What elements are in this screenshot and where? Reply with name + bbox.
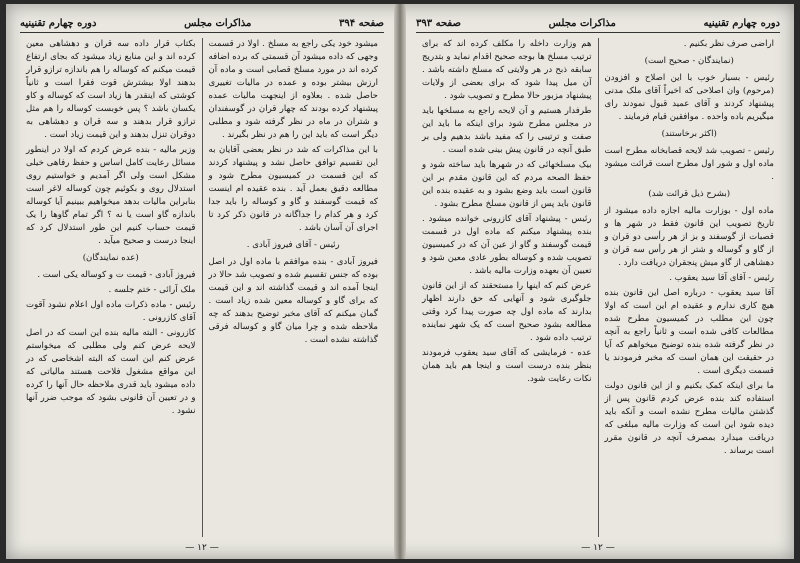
paragraph: وزیر مالیه - بنده عرض کردم که اولا در اینطور مسائل رعایت کامل اساس و حفظ رفاهی خیلی مشکل است ولی اگر آمدیم و خواستیم روی استدلال روی و بکوئیم چون کوساله لاغر است بنابراین مالیات بدهد میخواهیم ببینیم آیا کوساله باندازه گاو است یا نه ؟ اگر تمام گاوها را یک قیمت حساب کنیم این طور استدلال کرد که اینجا درست و صحیح میآید . bbox=[26, 145, 196, 246]
paragraph: آقا سید یعقوب - درباره اصل این قانون بنده هیچ کاری ندارم و عقیده ام این است که اولا چون این مطلب در کمیسیون مطرح شده مطالعات کافی شده است و ثانیاً راجع به آنچه در نظر گرفته شده بنده توضیح میخواهم که آیا در حقیقت این همان است که مخبر فرمودند یا قسمت دیگری است . bbox=[604, 288, 774, 376]
speaker-line: رئیس - آقای آقا سید یعقوب . bbox=[669, 273, 774, 283]
paragraph: بکتاب قرار داده سه قران و دهشاهی معین کرده اند و این منابع زیاد میشود که بجای ارتفاع قیمت میکنم که کوساله را هم باندازه ترازو قرار بدهند اولا بیشترش قوت فقرا است و ثانیاً کوشتی که اینقدر ها زیاد است که کوساله و کاو یکسان باشد ؟ پس خوبست کوساله را هم مثل ترازو قرار بدهند و سه قران و دهشاهی به دوقران تنزل بدهند و این قیمت زیاد است . bbox=[26, 39, 196, 140]
page-394 bbox=[6, 4, 398, 559]
paragraph: میشود خود یکی راجع به مسلخ . اولا در قسمت وجهی که داده میشود آن قسمتی که برده اضافه کرده اند در مورد مسلخ قصابی است و ماده آن ارزش بیشتر بوده و عمده در مالیات تغییری حاصل شده . بعلاوه از اینجهت مالیات عمده پیشنهاد کرده بودند که چهار قران در گوسفندان و شتران در ماه در نظر گرفته شود و مطلبی دیگر است که باید این را هم در نظر بگیرند . bbox=[208, 39, 378, 140]
text-columns bbox=[20, 38, 384, 537]
text-columns bbox=[416, 38, 780, 537]
column-right bbox=[203, 38, 385, 537]
parenthetical-note: (اکثر برخاستند) bbox=[661, 129, 717, 139]
parenthetical-note: (بشرح ذیل قرائت شد) bbox=[648, 189, 731, 199]
paragraph: عده - فرمایشی که آقای سید یعقوب فرمودند بنظر بنده درست است و اینجا هم باید همان نکات رعایت شود. bbox=[422, 348, 592, 384]
paragraph: کازرونی - البته مالیه بنده این است که در اصل لایحه عرض کنم ولی مطلبی که میخواستم عرض کنم این است که البته اشخاصی که در این مواقع مشغول فلاحت هستند مالیاتی که داده میشود باید قدری ملاحظه حال آنها را کرده و در تعیین آن قانونی بشود که موجب ضرر آنها نشود . bbox=[26, 328, 196, 416]
page-number: صفحه ۳۹۴ bbox=[339, 17, 384, 29]
paragraph: طرفدار هستیم و آن لایحه راجع به مسلخها باید در مجلس مطرح شود برای اینکه ما باید این صفت و ترتیبی را که مفید باشد بدهیم ولی بر طبق آنچه در قانون پیش بینی شده است . bbox=[422, 106, 592, 155]
parenthetical-note: (عده نمایندگان) bbox=[82, 253, 139, 263]
paragraph: اراضی صرف نظر بکنیم . bbox=[683, 39, 774, 49]
column-right bbox=[599, 38, 781, 537]
paragraph: ماده اول - بوزارت مالیه اجازه داده میشود از تاریخ تصویب این قانون فقط در شهر ها و قصبات از گوسفند و بز از هر رأسی دو قران و از گاو و گوساله و شتر از هر رأس سه قران و دهشاهی از گاو میش پنجقران دریافت دارد . bbox=[604, 206, 774, 268]
paragraph: ما برای اینکه کمک بکنیم و از این قانون دولت استفاده کند بنده عرض کردم قانون پس از گذشتن مالیات مطرح نشده است و آنکه باید دیده شود این است که وزارت مالیه مبلغی که دریافت میدارد بمصرف آنچه در قانون مقرر است برساند . bbox=[604, 381, 774, 456]
page-header bbox=[416, 16, 780, 33]
page-footer: — ۱۲ — bbox=[185, 543, 219, 553]
paragraph: عرض کنم که اینها را مستحقند که از این قانون جلوگیری شود و آنهایی که حق دارند اظهار بدارند که ماده اول چه صورت پیدا کرد وقتی مطالعه بشود صحیح است که یک شهر نماینده ترتیب داده شود . bbox=[422, 281, 592, 343]
page-number: صفحه ۳۹۳ bbox=[416, 17, 461, 29]
column-left bbox=[20, 38, 203, 537]
page-footer: — ۱۲ — bbox=[581, 543, 615, 553]
paragraph: رئیس - تصویب شد لایحه قصابخانه مطرح است ماده اول و شور اول مطرح است قرائت میشود . bbox=[604, 146, 774, 182]
page-title: مذاکرات مجلس bbox=[548, 17, 616, 29]
paragraph: ملک آرائی - ختم جلسه . bbox=[108, 285, 196, 295]
page-393 bbox=[402, 4, 794, 559]
paragraph: رئیس - ماده ذکرات ماده اول اعلام نشود آقوت آقای کازرونی . bbox=[26, 300, 196, 323]
paragraph: فیروز آبادی - بنده موافقم با ماده اول در اصل بوده که جنس تقسیم شده و تصویب شد حالا در اینجا آمده اند و قیمت گذاشته اند و این قیمت که برای گاو و کوساله معین شده زیاد است . گمان میکنم که آقای مخبر توضیح بدهند که چه ملاحظه شده و چرا میان گاو و کوساله فرقی گذاشته نشده است . bbox=[208, 257, 378, 345]
session-label: دوره چهارم تقنينيه bbox=[703, 17, 780, 29]
paragraph: با این مذاکرات که شد در نظر بعضی آقایان به این تقسیم توافق حاصل نشد و پیشنهاد کردند که این قسمت در کمیسیون مطرح شود و مطالعه دقیق بعمل آید . بنده عقیده ام اینست که قیمت گوسفند و گاو و کوساله را باید جدا کرد و هر کدام را جداگانه در قانون ذکر کرد تا اجرای آن آسان باشد . bbox=[208, 145, 378, 233]
column-left bbox=[416, 38, 599, 537]
speaker-line: رئیس - آقای فیروز آبادی . bbox=[246, 240, 340, 250]
paragraph: رئیس - بسیار خوب با این اصلاح و افزودن (مرحوم) وان اصلاحی که اخیراً آقای ملک مدنی پیشنهاد کردند و آقای عمید قبول نمودند رای میگیریم باده واحده . موافقین قیام فرمایند . bbox=[604, 73, 774, 122]
paragraph: هم وزارت داخله را مکلف کرده اند که برای ترتیب مسلخ ها بوجه صحیح اقدام نماید و بتدریج سابقه ذبح در هر ولایتی که مسلخ داشته باشد . آن میل پیدا شود که برای بعضی از ولایات پیشنهاد مزبور حالا مطرح و تصویب شود . bbox=[422, 39, 592, 101]
paragraph: فیروز آبادی - قیمت ت و کوساله یکی است . bbox=[37, 270, 196, 280]
book-spread bbox=[6, 4, 794, 559]
page-title: مذاکرات مجلس bbox=[184, 17, 252, 29]
session-label: دوره چهارم تقنينيه bbox=[20, 17, 97, 29]
paragraph: رئیس - پیشنهاد آقای کازرونی خوانده میشود . بنده پیشنهاد میکنم که ماده اول در قسمت قیمت گوسفند و گاو از عین آن که در کمیسیون تصویب شده و کوساله بطور عادی معین شود و تعیین آن بعهده وزارت مالیه باشد . bbox=[422, 214, 592, 276]
page-header bbox=[20, 16, 384, 33]
paragraph: بیک مسلخهائی که در شهرها باید ساخته شود و حفظ الصحه مردم که این قانون مقدم بر این قانون است باید وضع بشود و به عقیده بنده این قانون باید پس از قانون مسلخ مطرح بشود . bbox=[422, 160, 592, 209]
parenthetical-note: (نمایندگان - صحیح است) bbox=[644, 56, 734, 66]
